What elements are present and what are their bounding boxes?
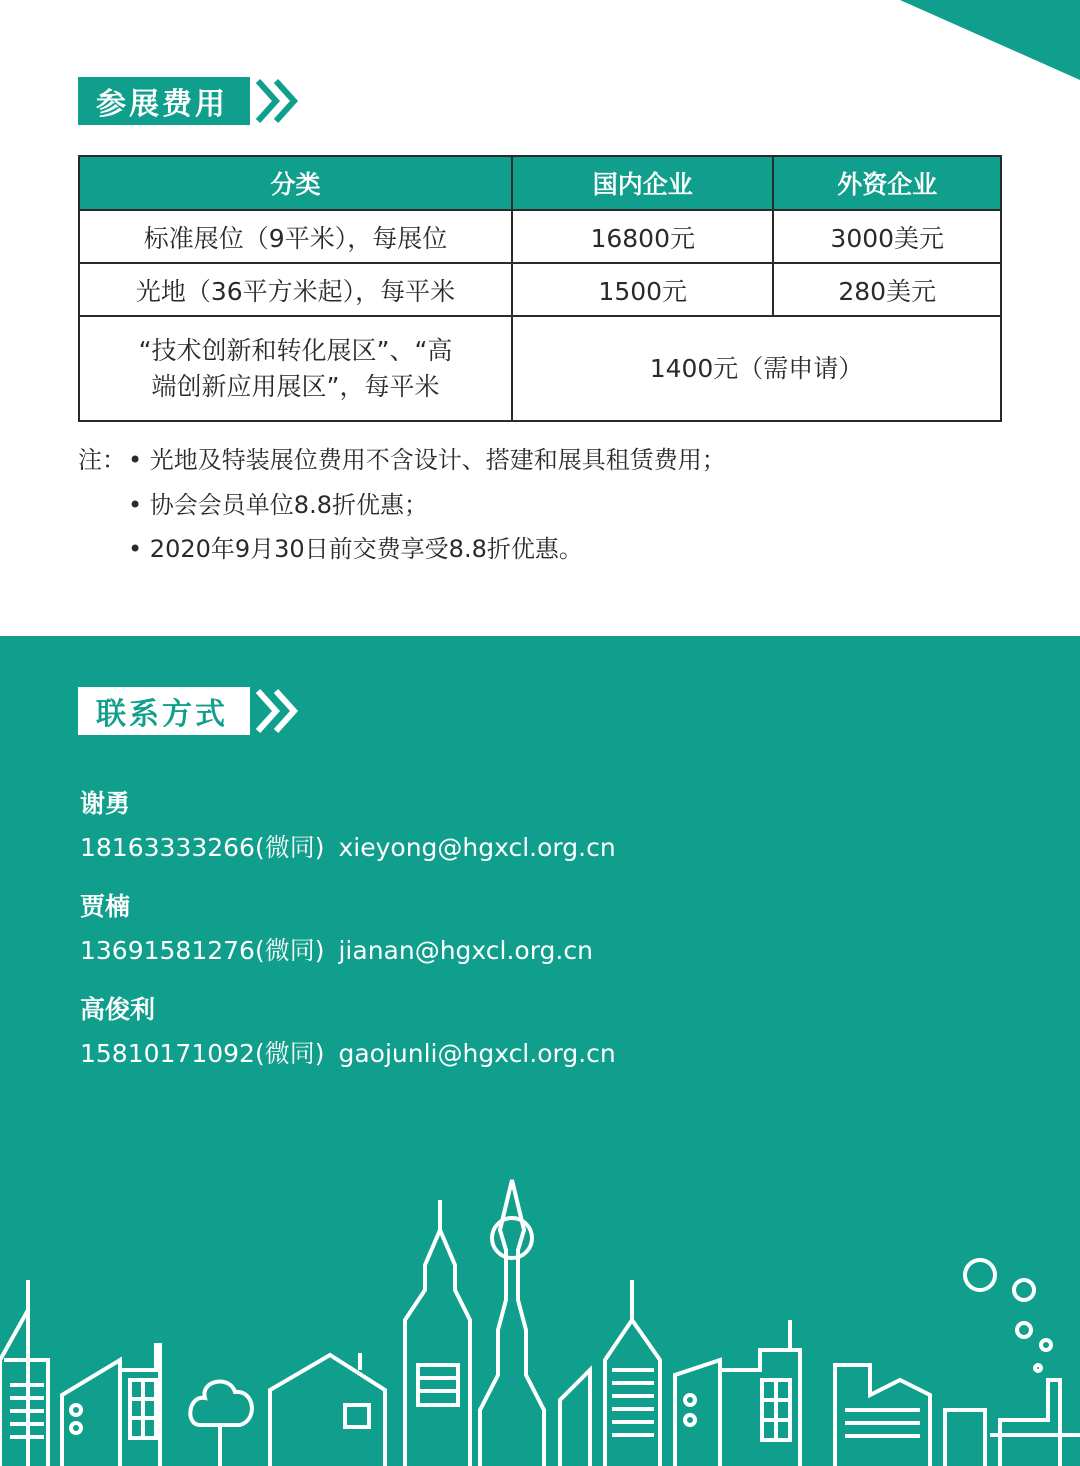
contact-email[interactable]: xieyong@hgxcl.org.cn xyxy=(338,833,616,862)
table-row xyxy=(79,263,1001,316)
row-category: 标准展位（9平米），每展位 xyxy=(79,210,512,263)
row-category: 光地（36平方米起），每平米 xyxy=(79,263,512,316)
skyline-illustration xyxy=(0,1170,1080,1466)
fees-table xyxy=(78,155,1002,422)
contact-email[interactable]: gaojunli@hgxcl.org.cn xyxy=(338,1039,616,1068)
contact-list xyxy=(80,784,616,1093)
row-category-line: “技术创新和转化展区”、“高 xyxy=(138,335,453,365)
contact-info xyxy=(80,828,616,872)
bubble-icon xyxy=(1035,1365,1041,1371)
bubble-icon xyxy=(1014,1280,1034,1300)
contact-email[interactable]: jianan@hgxcl.org.cn xyxy=(338,936,593,965)
contact-section-title: 联系方式 xyxy=(78,687,250,735)
notes-list xyxy=(128,440,828,574)
contact-info xyxy=(80,931,616,975)
contact-name: 贾楠 xyxy=(80,892,131,921)
table-row xyxy=(79,210,1001,263)
contact-phone[interactable]: 15810171092(微同) xyxy=(80,1039,325,1068)
header-foreign: 外资企业 xyxy=(773,156,1001,210)
header-domestic: 国内企业 xyxy=(512,156,773,210)
row-category xyxy=(79,316,512,421)
contact-section-heading xyxy=(78,687,300,735)
header-category: 分类 xyxy=(79,156,512,210)
row-category-line: 端创新应用展区”，每平米 xyxy=(151,371,440,401)
bubble-icon xyxy=(1041,1340,1051,1350)
contact-name: 谢勇 xyxy=(80,789,131,818)
note-item: • 协会会员单位8.8折优惠； xyxy=(128,485,828,530)
table-row xyxy=(79,316,1001,421)
corner-decoration xyxy=(900,0,1080,80)
row-merged-price: 1400元（需申请） xyxy=(512,316,1001,421)
contact-phone[interactable]: 13691581276(微同) xyxy=(80,936,325,965)
contact-card xyxy=(80,990,616,1093)
row-domestic-price: 16800元 xyxy=(512,210,773,263)
notes-prefix: 注： xyxy=(78,446,126,474)
contact-card xyxy=(80,887,616,990)
fees-section-title: 参展费用 xyxy=(78,77,250,125)
contact-name: 高俊利 xyxy=(80,995,156,1024)
bubble-icon xyxy=(965,1260,995,1290)
bubble-icon xyxy=(1017,1323,1031,1337)
double-chevron-icon xyxy=(254,77,300,125)
contact-card xyxy=(80,784,616,887)
note-item: • 2020年9月30日前交费享受8.8折优惠。 xyxy=(128,529,828,574)
row-domestic-price: 1500元 xyxy=(512,263,773,316)
row-foreign-price: 280美元 xyxy=(773,263,1001,316)
row-foreign-price: 3000美元 xyxy=(773,210,1001,263)
contact-info xyxy=(80,1034,616,1078)
table-header-row xyxy=(79,156,1001,210)
double-chevron-icon xyxy=(254,687,300,735)
fees-section-heading xyxy=(78,77,300,125)
contact-phone[interactable]: 18163333266(微同) xyxy=(80,833,325,862)
note-item: • 光地及特装展位费用不含设计、搭建和展具租赁费用； xyxy=(128,440,828,485)
